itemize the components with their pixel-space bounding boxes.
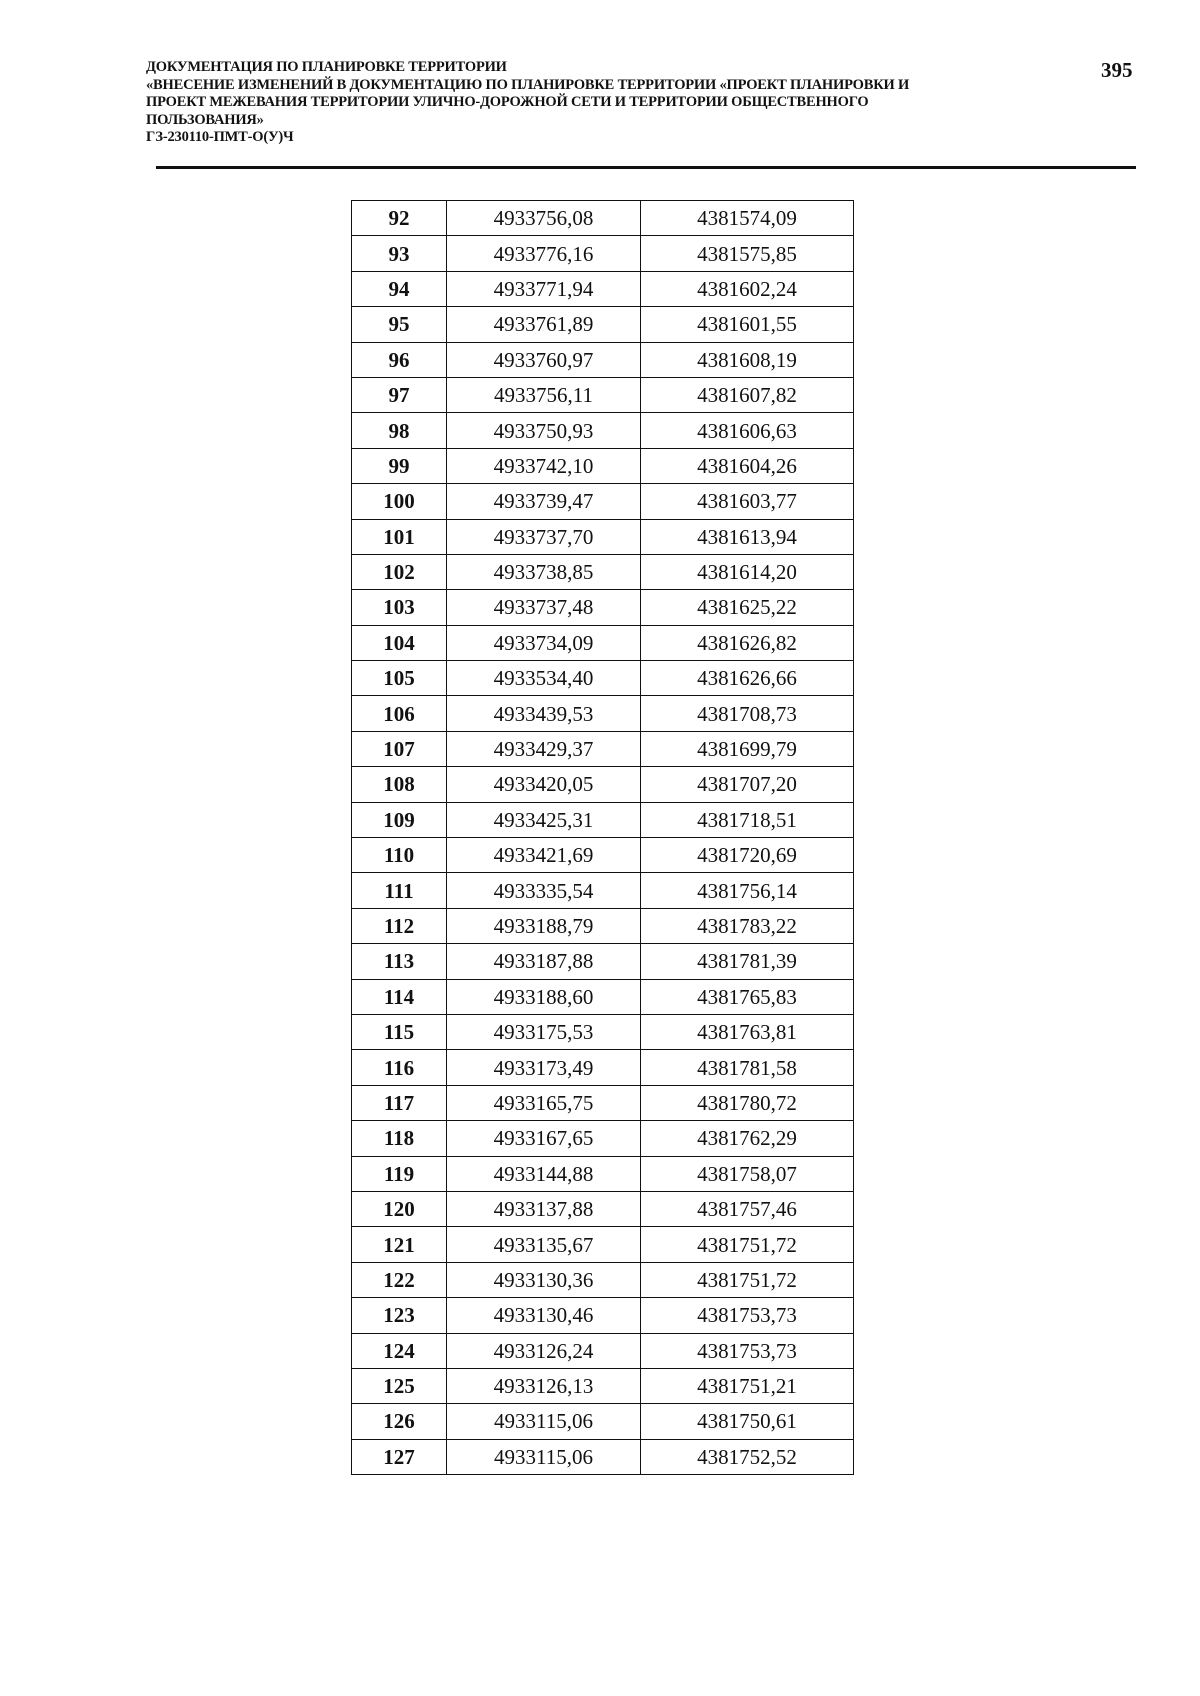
y-coordinate-cell: 4381626,82 xyxy=(641,625,854,660)
table-row xyxy=(352,908,854,943)
table-row xyxy=(352,307,854,342)
x-coordinate-cell: 4933738,85 xyxy=(447,554,641,589)
coordinates-table-body xyxy=(352,201,854,1475)
y-coordinate-cell: 4381765,83 xyxy=(641,979,854,1014)
point-number-cell: 106 xyxy=(352,696,447,731)
x-coordinate-cell: 4933165,75 xyxy=(447,1085,641,1120)
point-number-cell: 101 xyxy=(352,519,447,554)
point-number-cell: 96 xyxy=(352,342,447,377)
y-coordinate-cell: 4381751,72 xyxy=(641,1262,854,1297)
y-coordinate-cell: 4381608,19 xyxy=(641,342,854,377)
point-number-cell: 126 xyxy=(352,1404,447,1439)
point-number-cell: 108 xyxy=(352,767,447,802)
header-title-line: «ВНЕСЕНИЕ ИЗМЕНЕНИЙ В ДОКУМЕНТАЦИЮ ПО ПЛАНИРОВКЕ ТЕРРИТОРИИ «ПРОЕКТ ПЛАНИРОВКИ И xyxy=(146,76,910,93)
y-coordinate-cell: 4381626,66 xyxy=(641,661,854,696)
x-coordinate-cell: 4933429,37 xyxy=(447,731,641,766)
table-row xyxy=(352,1191,854,1226)
header-title-line: ПРОЕКТ МЕЖЕВАНИЯ ТЕРРИТОРИИ УЛИЧНО-ДОРОЖНОЙ СЕТИ И ТЕРРИТОРИИ ОБЩЕСТВЕННОГО xyxy=(146,94,869,110)
header-title-line: ДОКУМЕНТАЦИЯ ПО ПЛАНИРОВКЕ ТЕРРИТОРИИ xyxy=(146,59,507,75)
y-coordinate-cell: 4381603,77 xyxy=(641,484,854,519)
x-coordinate-cell: 4933771,94 xyxy=(447,271,641,306)
y-coordinate-cell: 4381720,69 xyxy=(641,838,854,873)
y-coordinate-cell: 4381708,73 xyxy=(641,696,854,731)
x-coordinate-cell: 4933742,10 xyxy=(447,448,641,483)
y-coordinate-cell: 4381762,29 xyxy=(641,1121,854,1156)
point-number-cell: 117 xyxy=(352,1085,447,1120)
x-coordinate-cell: 4933167,65 xyxy=(447,1121,641,1156)
point-number-cell: 124 xyxy=(352,1333,447,1368)
table-row xyxy=(352,767,854,802)
y-coordinate-cell: 4381752,52 xyxy=(641,1439,854,1474)
table-row xyxy=(352,484,854,519)
y-coordinate-cell: 4381707,20 xyxy=(641,767,854,802)
y-coordinate-cell: 4381780,72 xyxy=(641,1085,854,1120)
y-coordinate-cell: 4381758,07 xyxy=(641,1156,854,1191)
y-coordinate-cell: 4381601,55 xyxy=(641,307,854,342)
y-coordinate-cell: 4381757,46 xyxy=(641,1191,854,1226)
x-coordinate-cell: 4933750,93 xyxy=(447,413,641,448)
x-coordinate-cell: 4933115,06 xyxy=(447,1404,641,1439)
table-row xyxy=(352,519,854,554)
y-coordinate-cell: 4381613,94 xyxy=(641,519,854,554)
x-coordinate-cell: 4933126,24 xyxy=(447,1333,641,1368)
x-coordinate-cell: 4933135,67 xyxy=(447,1227,641,1262)
point-number-cell: 127 xyxy=(352,1439,447,1474)
table-row xyxy=(352,1156,854,1191)
y-coordinate-cell: 4381763,81 xyxy=(641,1014,854,1049)
x-coordinate-cell: 4933175,53 xyxy=(447,1014,641,1049)
y-coordinate-cell: 4381574,09 xyxy=(641,201,854,236)
page-number: 395 xyxy=(1101,58,1133,82)
x-coordinate-cell: 4933188,79 xyxy=(447,908,641,943)
point-number-cell: 94 xyxy=(352,271,447,306)
point-number-cell: 116 xyxy=(352,1050,447,1085)
point-number-cell: 97 xyxy=(352,377,447,412)
header-title-line: ПОЛЬЗОВАНИЯ» xyxy=(146,111,264,128)
point-number-cell: 93 xyxy=(352,236,447,271)
table-row xyxy=(352,413,854,448)
table-row xyxy=(352,1050,854,1085)
table-row xyxy=(352,590,854,625)
point-number-cell: 110 xyxy=(352,838,447,873)
x-coordinate-cell: 4933761,89 xyxy=(447,307,641,342)
table-row xyxy=(352,1333,854,1368)
y-coordinate-cell: 4381781,58 xyxy=(641,1050,854,1085)
point-number-cell: 107 xyxy=(352,731,447,766)
point-number-cell: 111 xyxy=(352,873,447,908)
point-number-cell: 119 xyxy=(352,1156,447,1191)
table-row xyxy=(352,236,854,271)
x-coordinate-cell: 4933130,46 xyxy=(447,1298,641,1333)
point-number-cell: 120 xyxy=(352,1191,447,1226)
y-coordinate-cell: 4381614,20 xyxy=(641,554,854,589)
x-coordinate-cell: 4933335,54 xyxy=(447,873,641,908)
x-coordinate-cell: 4933439,53 xyxy=(447,696,641,731)
y-coordinate-cell: 4381753,73 xyxy=(641,1298,854,1333)
header-divider xyxy=(156,166,1136,169)
table-row xyxy=(352,1439,854,1474)
table-row xyxy=(352,448,854,483)
table-row xyxy=(352,554,854,589)
table-row xyxy=(352,377,854,412)
y-coordinate-cell: 4381783,22 xyxy=(641,908,854,943)
table-row xyxy=(352,944,854,979)
table-row xyxy=(352,1262,854,1297)
x-coordinate-cell: 4933737,48 xyxy=(447,590,641,625)
point-number-cell: 109 xyxy=(352,802,447,837)
table-row xyxy=(352,1121,854,1156)
y-coordinate-cell: 4381781,39 xyxy=(641,944,854,979)
point-number-cell: 112 xyxy=(352,908,447,943)
y-coordinate-cell: 4381604,26 xyxy=(641,448,854,483)
y-coordinate-cell: 4381575,85 xyxy=(641,236,854,271)
point-number-cell: 103 xyxy=(352,590,447,625)
table-row xyxy=(352,731,854,766)
y-coordinate-cell: 4381602,24 xyxy=(641,271,854,306)
x-coordinate-cell: 4933734,09 xyxy=(447,625,641,660)
point-number-cell: 113 xyxy=(352,944,447,979)
point-number-cell: 98 xyxy=(352,413,447,448)
table-row xyxy=(352,661,854,696)
point-number-cell: 95 xyxy=(352,307,447,342)
y-coordinate-cell: 4381756,14 xyxy=(641,873,854,908)
table-row xyxy=(352,1298,854,1333)
x-coordinate-cell: 4933756,08 xyxy=(447,201,641,236)
table-row xyxy=(352,1014,854,1049)
x-coordinate-cell: 4933756,11 xyxy=(447,377,641,412)
table-row xyxy=(352,1085,854,1120)
x-coordinate-cell: 4933425,31 xyxy=(447,802,641,837)
point-number-cell: 121 xyxy=(352,1227,447,1262)
x-coordinate-cell: 4933173,49 xyxy=(447,1050,641,1085)
x-coordinate-cell: 4933534,40 xyxy=(447,661,641,696)
table-row xyxy=(352,201,854,236)
y-coordinate-cell: 4381750,61 xyxy=(641,1404,854,1439)
y-coordinate-cell: 4381751,72 xyxy=(641,1227,854,1262)
table-row xyxy=(352,873,854,908)
x-coordinate-cell: 4933137,88 xyxy=(447,1191,641,1226)
x-coordinate-cell: 4933776,16 xyxy=(447,236,641,271)
x-coordinate-cell: 4933421,69 xyxy=(447,838,641,873)
y-coordinate-cell: 4381753,73 xyxy=(641,1333,854,1368)
point-number-cell: 92 xyxy=(352,201,447,236)
x-coordinate-cell: 4933420,05 xyxy=(447,767,641,802)
point-number-cell: 105 xyxy=(352,661,447,696)
y-coordinate-cell: 4381699,79 xyxy=(641,731,854,766)
document-code: ГЗ-230110-ПМТ-О(У)Ч xyxy=(146,129,294,145)
y-coordinate-cell: 4381606,63 xyxy=(641,413,854,448)
x-coordinate-cell: 4933130,36 xyxy=(447,1262,641,1297)
point-number-cell: 102 xyxy=(352,554,447,589)
point-number-cell: 100 xyxy=(352,484,447,519)
y-coordinate-cell: 4381751,21 xyxy=(641,1368,854,1403)
point-number-cell: 99 xyxy=(352,448,447,483)
x-coordinate-cell: 4933115,06 xyxy=(447,1439,641,1474)
x-coordinate-cell: 4933126,13 xyxy=(447,1368,641,1403)
table-row xyxy=(352,271,854,306)
table-row xyxy=(352,802,854,837)
x-coordinate-cell: 4933188,60 xyxy=(447,979,641,1014)
x-coordinate-cell: 4933760,97 xyxy=(447,342,641,377)
y-coordinate-cell: 4381625,22 xyxy=(641,590,854,625)
point-number-cell: 123 xyxy=(352,1298,447,1333)
point-number-cell: 115 xyxy=(352,1014,447,1049)
y-coordinate-cell: 4381607,82 xyxy=(641,377,854,412)
table-row xyxy=(352,625,854,660)
x-coordinate-cell: 4933737,70 xyxy=(447,519,641,554)
point-number-cell: 125 xyxy=(352,1368,447,1403)
x-coordinate-cell: 4933144,88 xyxy=(447,1156,641,1191)
table-row xyxy=(352,979,854,1014)
table-row xyxy=(352,342,854,377)
table-row xyxy=(352,1404,854,1439)
point-number-cell: 104 xyxy=(352,625,447,660)
coordinates-table xyxy=(351,200,854,1475)
x-coordinate-cell: 4933739,47 xyxy=(447,484,641,519)
point-number-cell: 122 xyxy=(352,1262,447,1297)
table-row xyxy=(352,696,854,731)
document-header xyxy=(146,59,1046,147)
point-number-cell: 114 xyxy=(352,979,447,1014)
table-row xyxy=(352,1368,854,1403)
point-number-cell: 118 xyxy=(352,1121,447,1156)
table-row xyxy=(352,1227,854,1262)
table-row xyxy=(352,838,854,873)
x-coordinate-cell: 4933187,88 xyxy=(447,944,641,979)
y-coordinate-cell: 4381718,51 xyxy=(641,802,854,837)
